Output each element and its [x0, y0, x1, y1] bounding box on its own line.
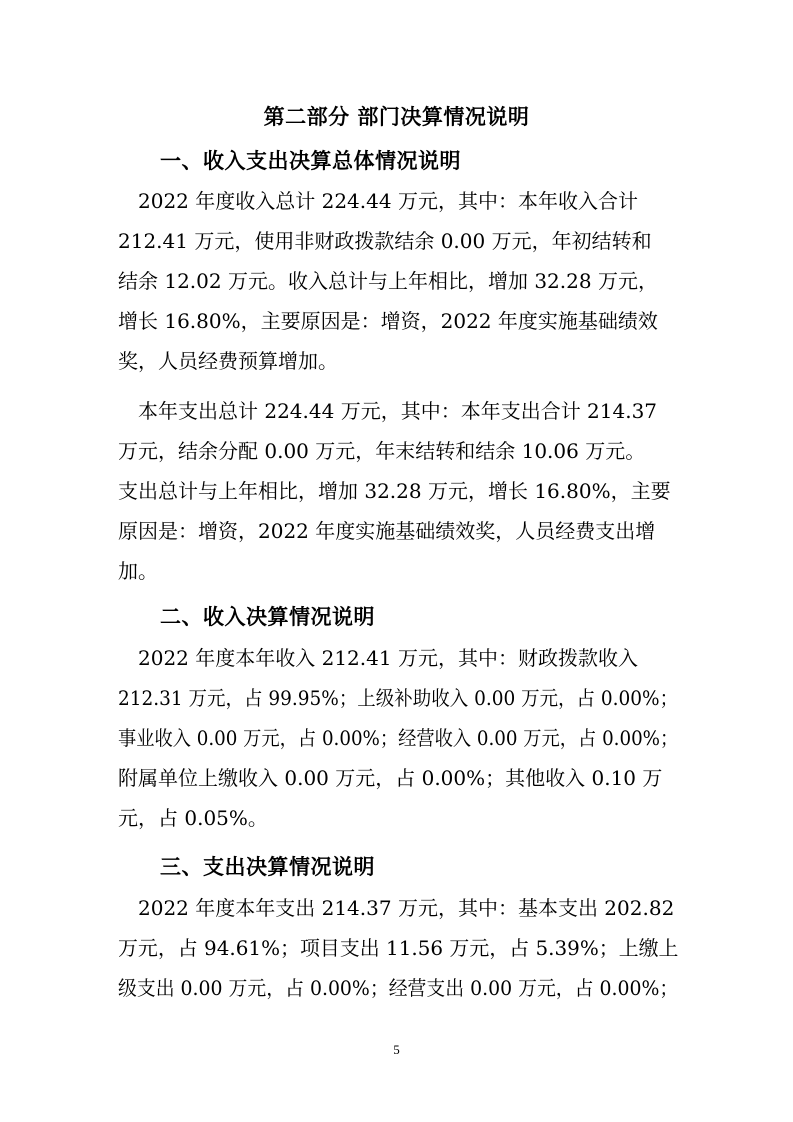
- text-line: 元，占 0.05%。: [118, 806, 268, 830]
- page-title: 第二部分 部门决算情况说明: [263, 105, 530, 129]
- text-line: 结余 12.02 万元。收入总计与上年相比，增加 32.28 万元，: [118, 269, 658, 293]
- section-heading-overall: 一、收入支出决算总体情况说明: [160, 149, 461, 173]
- text-line: 2022 年度本年收入 212.41 万元，其中：财政拨款收入: [118, 646, 638, 670]
- text-line: 支出总计与上年相比，增加 32.28 万元，增长 16.80%，主要: [118, 479, 671, 503]
- text-line: 附属单位上缴收入 0.00 万元，占 0.00%；其他收入 0.10 万: [118, 766, 663, 790]
- text-line: 2022 年度收入总计 224.44 万元，其中：本年收入合计: [118, 189, 638, 213]
- section-heading-expenditure: 三、支出决算情况说明: [160, 855, 375, 879]
- text-line: 原因是：增资，2022 年度实施基础绩效奖，人员经费支出增: [118, 519, 656, 543]
- paragraph-expenditure-overall: [118, 391, 678, 591]
- text-line: 2022 年度本年支出 214.37 万元，其中：基本支出 202.82: [118, 896, 675, 920]
- paragraph-expenditure-detail: [118, 888, 678, 1008]
- paragraph-income-detail: [118, 638, 678, 838]
- text-line: 增长 16.80%，主要原因是：增资，2022 年度实施基础绩效: [118, 309, 658, 333]
- text-line: 本年支出总计 224.44 万元，其中：本年支出合计 214.37: [118, 399, 658, 423]
- paragraph-income-overall: [118, 181, 678, 381]
- text-line: 奖，人员经费预算增加。: [118, 349, 338, 373]
- text-line: 万元，结余分配 0.00 万元，年末结转和结余 10.06 万元。: [118, 439, 646, 463]
- text-line: 级支出 0.00 万元，占 0.00%；经营支出 0.00 万元，占 0.00%；: [118, 976, 679, 1000]
- text-line: 212.41 万元，使用非财政拨款结余 0.00 万元，年初结转和: [118, 229, 652, 253]
- text-line: 加。: [118, 559, 158, 583]
- text-line: 万元，占 94.61%；项目支出 11.56 万元，占 5.39%；上缴上: [118, 936, 679, 960]
- section-heading-income: 二、收入决算情况说明: [160, 605, 375, 629]
- page-number: 5: [393, 1042, 400, 1057]
- text-line: 212.31 万元，占 99.95%；上级补助收入 0.00 万元，占 0.00%；: [118, 686, 679, 710]
- text-line: 事业收入 0.00 万元，占 0.00%；经营收入 0.00 万元，占 0.00%；: [118, 726, 679, 750]
